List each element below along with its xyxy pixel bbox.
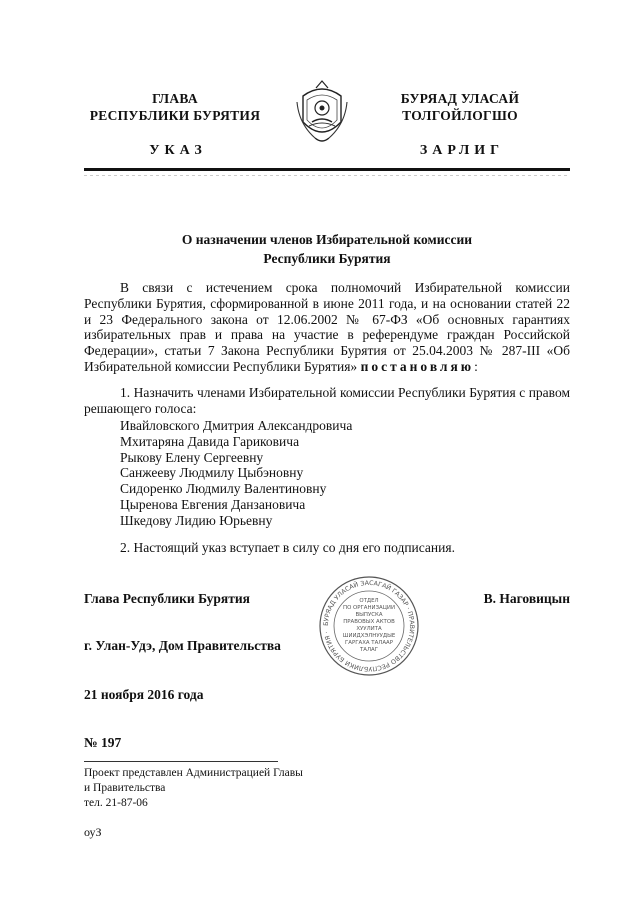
header-left-word: УКАЗ [149,143,207,158]
footnote-rule [84,761,278,762]
list-item: Санжееву Людмилу Цыбэновну [120,465,304,481]
footnote-line2: и Правительства [84,782,166,794]
footnote-phone: тел. 21-87-06 [84,797,148,809]
footnote-line1: Проект представлен Администрацией Главы [84,767,303,779]
official-stamp-icon [318,575,420,677]
decree-word: постановляю [360,358,475,374]
seal-line: ПРАВОВЫХ АКТОВ [343,619,395,625]
header-right-line2: ТОЛГОЙЛОГШО [402,108,518,123]
header-rule [84,168,570,171]
signing-date: 21 ноября 2016 года [84,687,204,702]
seal-ring-text: БУРЯАД УЛАСАЙ ЗАСАГАЙ ГАЗАР · ПРАВИТЕЛЬСТВО РЕСПУБЛИКИ БУРЯТИЯ · [322,579,416,673]
header-right-word: ЗАРЛИГ [419,143,505,158]
list-item: Мхитаряна Давида Гариковича [120,433,300,449]
header-dotted-rule [84,175,570,176]
title-line2: Республики Бурятия [263,251,391,266]
title-line1: О назначении членов Избирательной комиссии [181,232,473,247]
item-1: 1. Назначить членами Избирательной комиссии Республики Бурятия с правом решающего голоса: [84,385,570,416]
list-item: Цыренова Евгения Данзановича [120,496,306,512]
seal-line: ТАЛАГ [359,647,379,653]
header-right [360,90,560,124]
item-2: 2. Настоящий указ вступает в силу со дня его подписания. [120,540,455,555]
footnote [84,766,303,811]
list-item: Рыкову Елену Сергеевну [120,449,264,465]
list-item: Шкедову Лидию Юрьевну [120,512,273,528]
list-item: Ивайловского Дмитрия Александровича [120,418,353,433]
header-left [75,90,275,124]
buryatia-coat-of-arms-icon [293,78,351,148]
members-list [120,418,352,529]
signatory-position: Глава Республики Бурятия [84,591,250,606]
seal-line: ХУУЛИТА [356,626,382,632]
preamble-colon: : [474,358,478,374]
list-item: Сидоренко Людмилу Валентиновну [120,481,327,497]
seal-line: ШИИДХЭЛНУУДЫЕ [342,633,396,639]
seal-line: ГАРГАХА ТАЛААР [345,640,393,646]
header-left-line1: ГЛАВА [152,91,198,106]
decree-number: № 197 [84,735,122,750]
signing-place: г. Улан-Удэ, Дом Правительства [84,638,281,653]
seal-line: ВЫПУСКА [355,612,383,618]
seal-line: ОТДЕЛ [359,598,379,604]
preamble-text: В связи с истечением срока полномочий Избирательной комиссии Республики Бурятия, сформированной в июне 2011 года, и на основании статей 22 и 23 Федерального закона от 12.06.2002 № 67-ФЗ «Об основных гарантиях избирательных прав и права на участие в референдуме граждан Российской Федерации», статьи 7 Закона Республики Бурятия от 25.04.2003 № 287-III «Об Избирательной комиссии Республики Бурятия» [84,280,570,374]
document-code: оуЗ [84,825,102,839]
header-left-line2: РЕСПУБЛИКИ БУРЯТИЯ [89,108,261,123]
seal-line: ПО ОРГАНИЗАЦИИ [343,605,395,611]
preamble-paragraph [84,280,570,375]
signatory-name: В. Наговицын [483,591,570,606]
document-title [84,230,570,268]
header-right-line1: БУРЯАД УЛАСАЙ [400,91,520,106]
